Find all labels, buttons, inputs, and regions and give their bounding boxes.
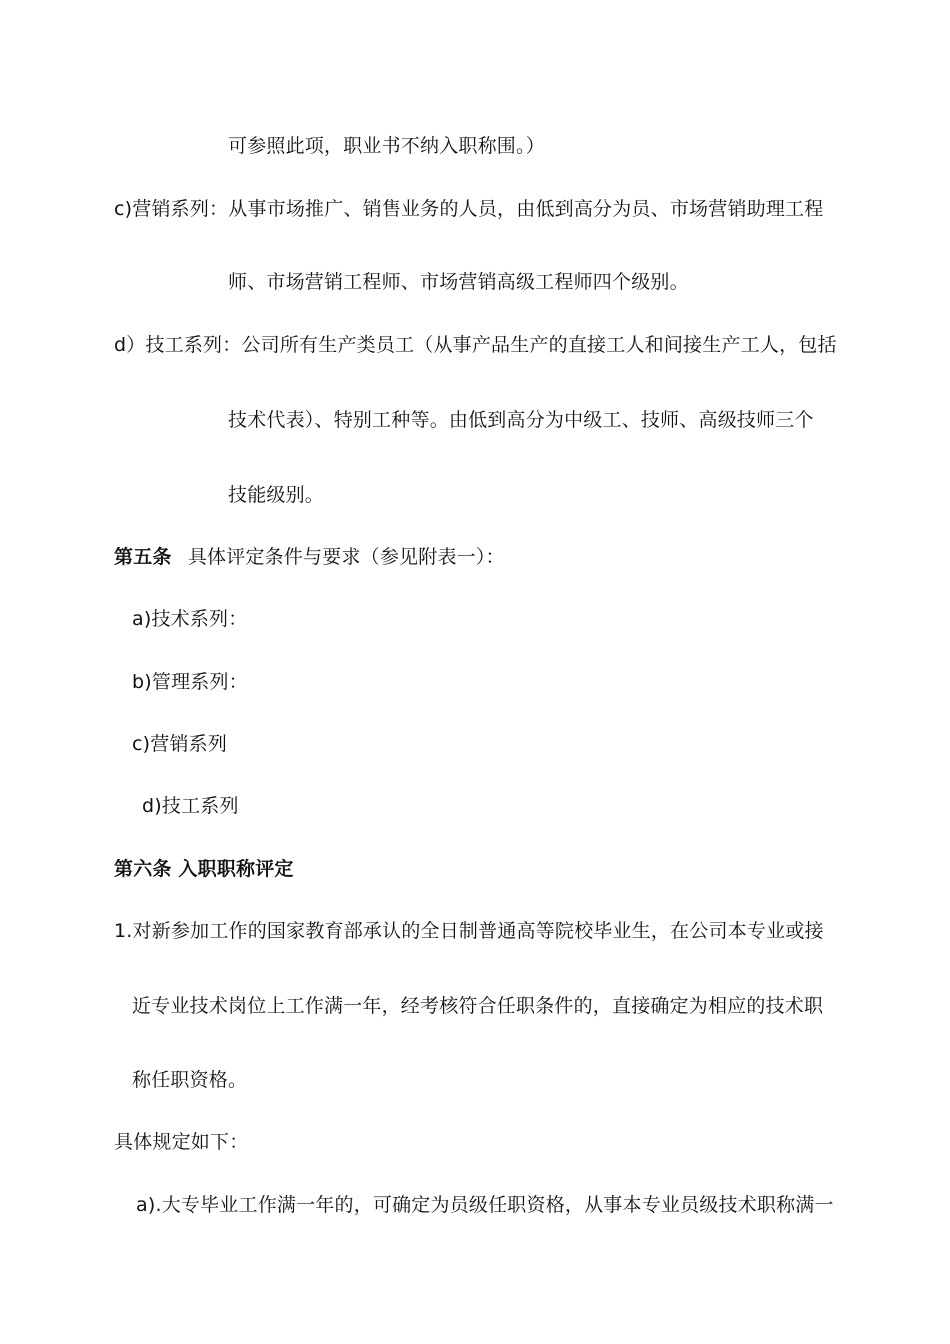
list-item: a)技术系列： <box>132 608 248 630</box>
text-line: 可参照此项，职业书不纳入职称围。） <box>228 135 545 157</box>
article-5-heading <box>114 545 505 569</box>
article-5-text: 具体评定条件与要求（参见附表一）： <box>187 546 505 568</box>
list-item: b)管理系列： <box>132 671 248 693</box>
text-line: 1.对新参加工作的国家教育部承认的全日制普通高等院校毕业生，在公司本专业或接 <box>114 920 824 942</box>
text-line: 具体规定如下： <box>114 1131 249 1153</box>
text-line: 近专业技术岗位上工作满一年，经考核符合任职条件的，直接确定为相应的技术职 <box>132 995 824 1017</box>
text-line: a).大专毕业工作满一年的，可确定为员级任职资格，从事本专业员级技术职称满一 <box>136 1194 834 1216</box>
text-line: 技能级别。 <box>228 484 325 506</box>
list-item: c)营销系列 <box>132 733 228 755</box>
text-line: 称任职资格。 <box>132 1069 248 1091</box>
text-line: 师、市场营销工程师、市场营销高级工程师四个级别。 <box>228 271 689 293</box>
text-line: c)营销系列：从事市场推广、销售业务的人员，由低到高分为员、市场营销助理工程 <box>114 198 824 220</box>
article-5-number: 第五条 <box>114 546 172 568</box>
list-item: d)技工系列 <box>142 795 239 817</box>
article-6-heading: 第六条 入职职称评定 <box>114 858 294 880</box>
text-line: 技术代表）、特别工种等。由低到高分为中级工、技师、高级技师三个 <box>228 409 814 431</box>
text-line: d）技工系列：公司所有生产类员工（从事产品生产的直接工人和间接生产工人，包括 <box>114 334 837 356</box>
